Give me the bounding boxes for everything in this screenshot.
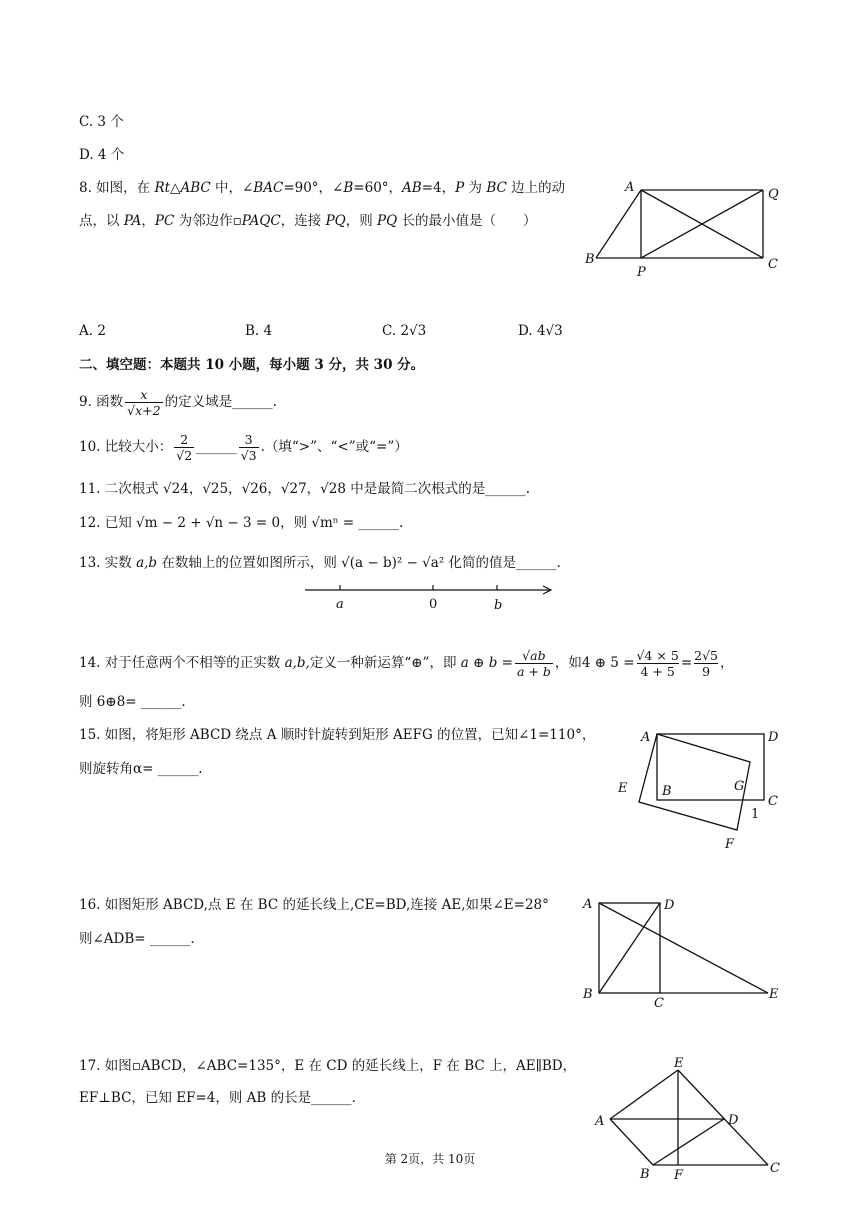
- q17-label-e: E: [674, 1056, 684, 1071]
- q17-label-d: D: [728, 1113, 739, 1128]
- option-d: D. 4 个: [79, 147, 125, 163]
- q15-label-d: D: [768, 730, 779, 745]
- q15-label-f: F: [725, 837, 735, 852]
- q15-label-b: B: [662, 784, 672, 799]
- q8-option-a: A. 2: [79, 323, 106, 339]
- q12: 12. 已知 √m − 2 + √n − 3 = 0，则 √mⁿ = ______.: [79, 515, 404, 531]
- q8-figure: [585, 175, 785, 285]
- q17-label-c: C: [770, 1161, 780, 1176]
- q16-label-d: D: [664, 898, 675, 913]
- q16-line2: 则∠ADB= ______.: [79, 931, 195, 947]
- q15-figure: [612, 722, 790, 857]
- q15-label-g: G: [734, 779, 745, 794]
- q15-line2: 则旋转角α= ______.: [79, 761, 203, 777]
- q8-line2: 点，以 PA，PC 为邻边作▫PAQC，连接 PQ，则 PQ 长的最小值是（ ）: [79, 213, 537, 229]
- q8-label-a: A: [625, 180, 635, 195]
- q17-label-a: A: [595, 1114, 605, 1129]
- q8-line1: 8. 如图，在 Rt△ABC 中，∠BAC=90°，∠B=60°，AB=4，P 为 BC 边上的动: [79, 180, 566, 196]
- q16-figure: [578, 890, 788, 1012]
- q17-label-b: B: [640, 1167, 650, 1182]
- q14-line2: 则 6⊕8= ______.: [79, 694, 186, 710]
- q16-label-b: B: [583, 987, 593, 1002]
- q8-option-b: B. 4: [245, 323, 273, 339]
- q17-label-f: F: [674, 1168, 684, 1183]
- axis-label-b: b: [494, 598, 503, 612]
- q15-label-c: C: [768, 794, 778, 809]
- axis-label-zero: 0: [429, 597, 438, 612]
- q17-line1: 17. 如图▫ABCD，∠ABC=135°，E 在 CD 的延长线上，F 在 BC 上，AE∥BD，: [79, 1058, 577, 1074]
- q15-label-e: E: [618, 781, 628, 796]
- q8-label-c: C: [768, 257, 778, 272]
- q16-label-a: A: [583, 897, 593, 912]
- page-footer: 第 2页，共 10页: [384, 1152, 476, 1166]
- q16-label-e: E: [769, 987, 779, 1002]
- option-c: C. 3 个: [79, 114, 124, 130]
- q8-option-c: C. 2√3: [382, 323, 427, 339]
- q15-label-one: 1: [751, 807, 760, 822]
- q8-label-b: B: [585, 252, 595, 267]
- q15-label-a: A: [641, 730, 651, 745]
- axis-label-a: a: [336, 597, 344, 612]
- q14-line1: 14. 对于任意两个不相等的正实数 a,b,定义一种新运算“⊕”，即 a ⊕ b = $\frac{√ab}{a + b}$ ，如4 ⊕ 5 = $\frac{√4 \times 5}{4 + 5}$ = $\frac{2√5}{9}$ ，: [79, 648, 734, 679]
- q16-label-c: C: [654, 996, 664, 1011]
- q8-label-q: Q: [768, 187, 779, 202]
- q13-number-line: [300, 578, 560, 612]
- q9-fraction: $\frac{x}{√x+2}$: [127, 387, 161, 418]
- q11: 11. 二次根式 √24，√25，√26，√27，√28 中是最简二次根式的是______.: [79, 481, 531, 497]
- q16-line1: 16. 如图矩形 ABCD,点 E 在 BC 的延长线上,CE=BD,连接 AE,如果∠E=28°: [79, 897, 549, 913]
- section-heading: 二、填空题：本题共 10 小题，每小题 3 分，共 30 分。: [79, 357, 425, 373]
- q13: 13. 实数 a,b 在数轴上的位置如图所示，则 √(a − b)² − √a² 化简的值是______.: [79, 555, 561, 571]
- q15-line1: 15. 如图，将矩形 ABCD 绕点 A 顺时针旋转到矩形 AEFG 的位置，已知∠1=110°，: [79, 727, 596, 743]
- q8-option-d: D. 4√3: [518, 323, 563, 339]
- q9: 9. 函数 $\frac{x}{√x+2}$ 的定义域是______.: [79, 387, 277, 418]
- q10: 10. 比较大小： $\frac{2}{√2}$ ______ $\frac{3}{√3}$ .（填“>”、“<”或“=”）: [79, 432, 408, 463]
- q17-line2: EF⊥BC，已知 EF=4，则 AB 的长是______.: [79, 1090, 356, 1106]
- q8-label-p: P: [637, 265, 646, 280]
